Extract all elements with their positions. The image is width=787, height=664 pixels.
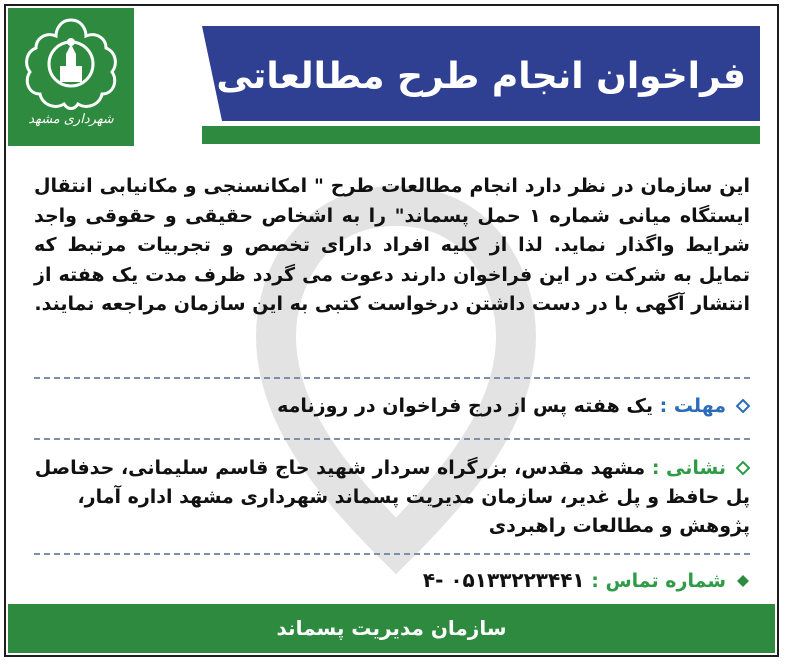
- diamond-filled-icon: [736, 574, 750, 588]
- title-band: [202, 26, 760, 146]
- logo-panel: [8, 8, 134, 146]
- contact-label: شماره تماس :: [591, 570, 726, 592]
- deadline-item: [34, 392, 750, 421]
- diamond-outline-icon: [736, 461, 750, 475]
- address-label: نشانی :: [651, 457, 726, 479]
- notice-frame: [4, 4, 779, 657]
- address-value: مشهد مقدس، بزرگراه سردار شهید حاج قاسم سلیمانی، حدفاصل پل حافظ و پل غدیر، سازمان مدیریت پسماند شهرداری مشهد اداره آمار، پژوهش و مطالعات راهبردی: [34, 457, 750, 537]
- deadline-value: یک هفته پس از درج فراخوان در روزنامه: [277, 395, 653, 417]
- footer-organization: سازمان مدیریت پسماند: [8, 604, 775, 653]
- deadline-label: مهلت :: [659, 395, 726, 417]
- contact-item: [34, 566, 750, 596]
- mashhad-municipality-emblem-icon: [16, 14, 126, 114]
- divider-3: [34, 553, 750, 555]
- diamond-outline-icon: [736, 399, 750, 413]
- divider-2: [34, 438, 750, 440]
- address-item: [34, 454, 750, 541]
- divider-1: [34, 377, 750, 379]
- announcement-body: این سازمان در نظر دارد انجام مطالعات طرح " امکانسنجی و مکانیابی انتقال ایستگاه میانی شماره ۱ حمل پسماند" را به اشخاص حقیقی و حقوقی واجد شرایط واگذار نماید. لذا از کلیه افراد دارای تخصص و تجربیات مرتبط که تمایل به شرکت در این فراخوان دارند دعوت می گردد ظرف مدت یک هفته از انتشار آگهی با در دست داشتن درخواست کتبی به این سازمان مراجعه نمایند.: [34, 175, 751, 315]
- page-title: فراخوان انجام طرح مطالعاتی: [216, 56, 746, 97]
- logo-caption: شهرداری مشهد: [28, 112, 114, 127]
- contact-phone: ۰۵۱۳۳۲۲۳۴۴۱ -۴: [422, 568, 585, 592]
